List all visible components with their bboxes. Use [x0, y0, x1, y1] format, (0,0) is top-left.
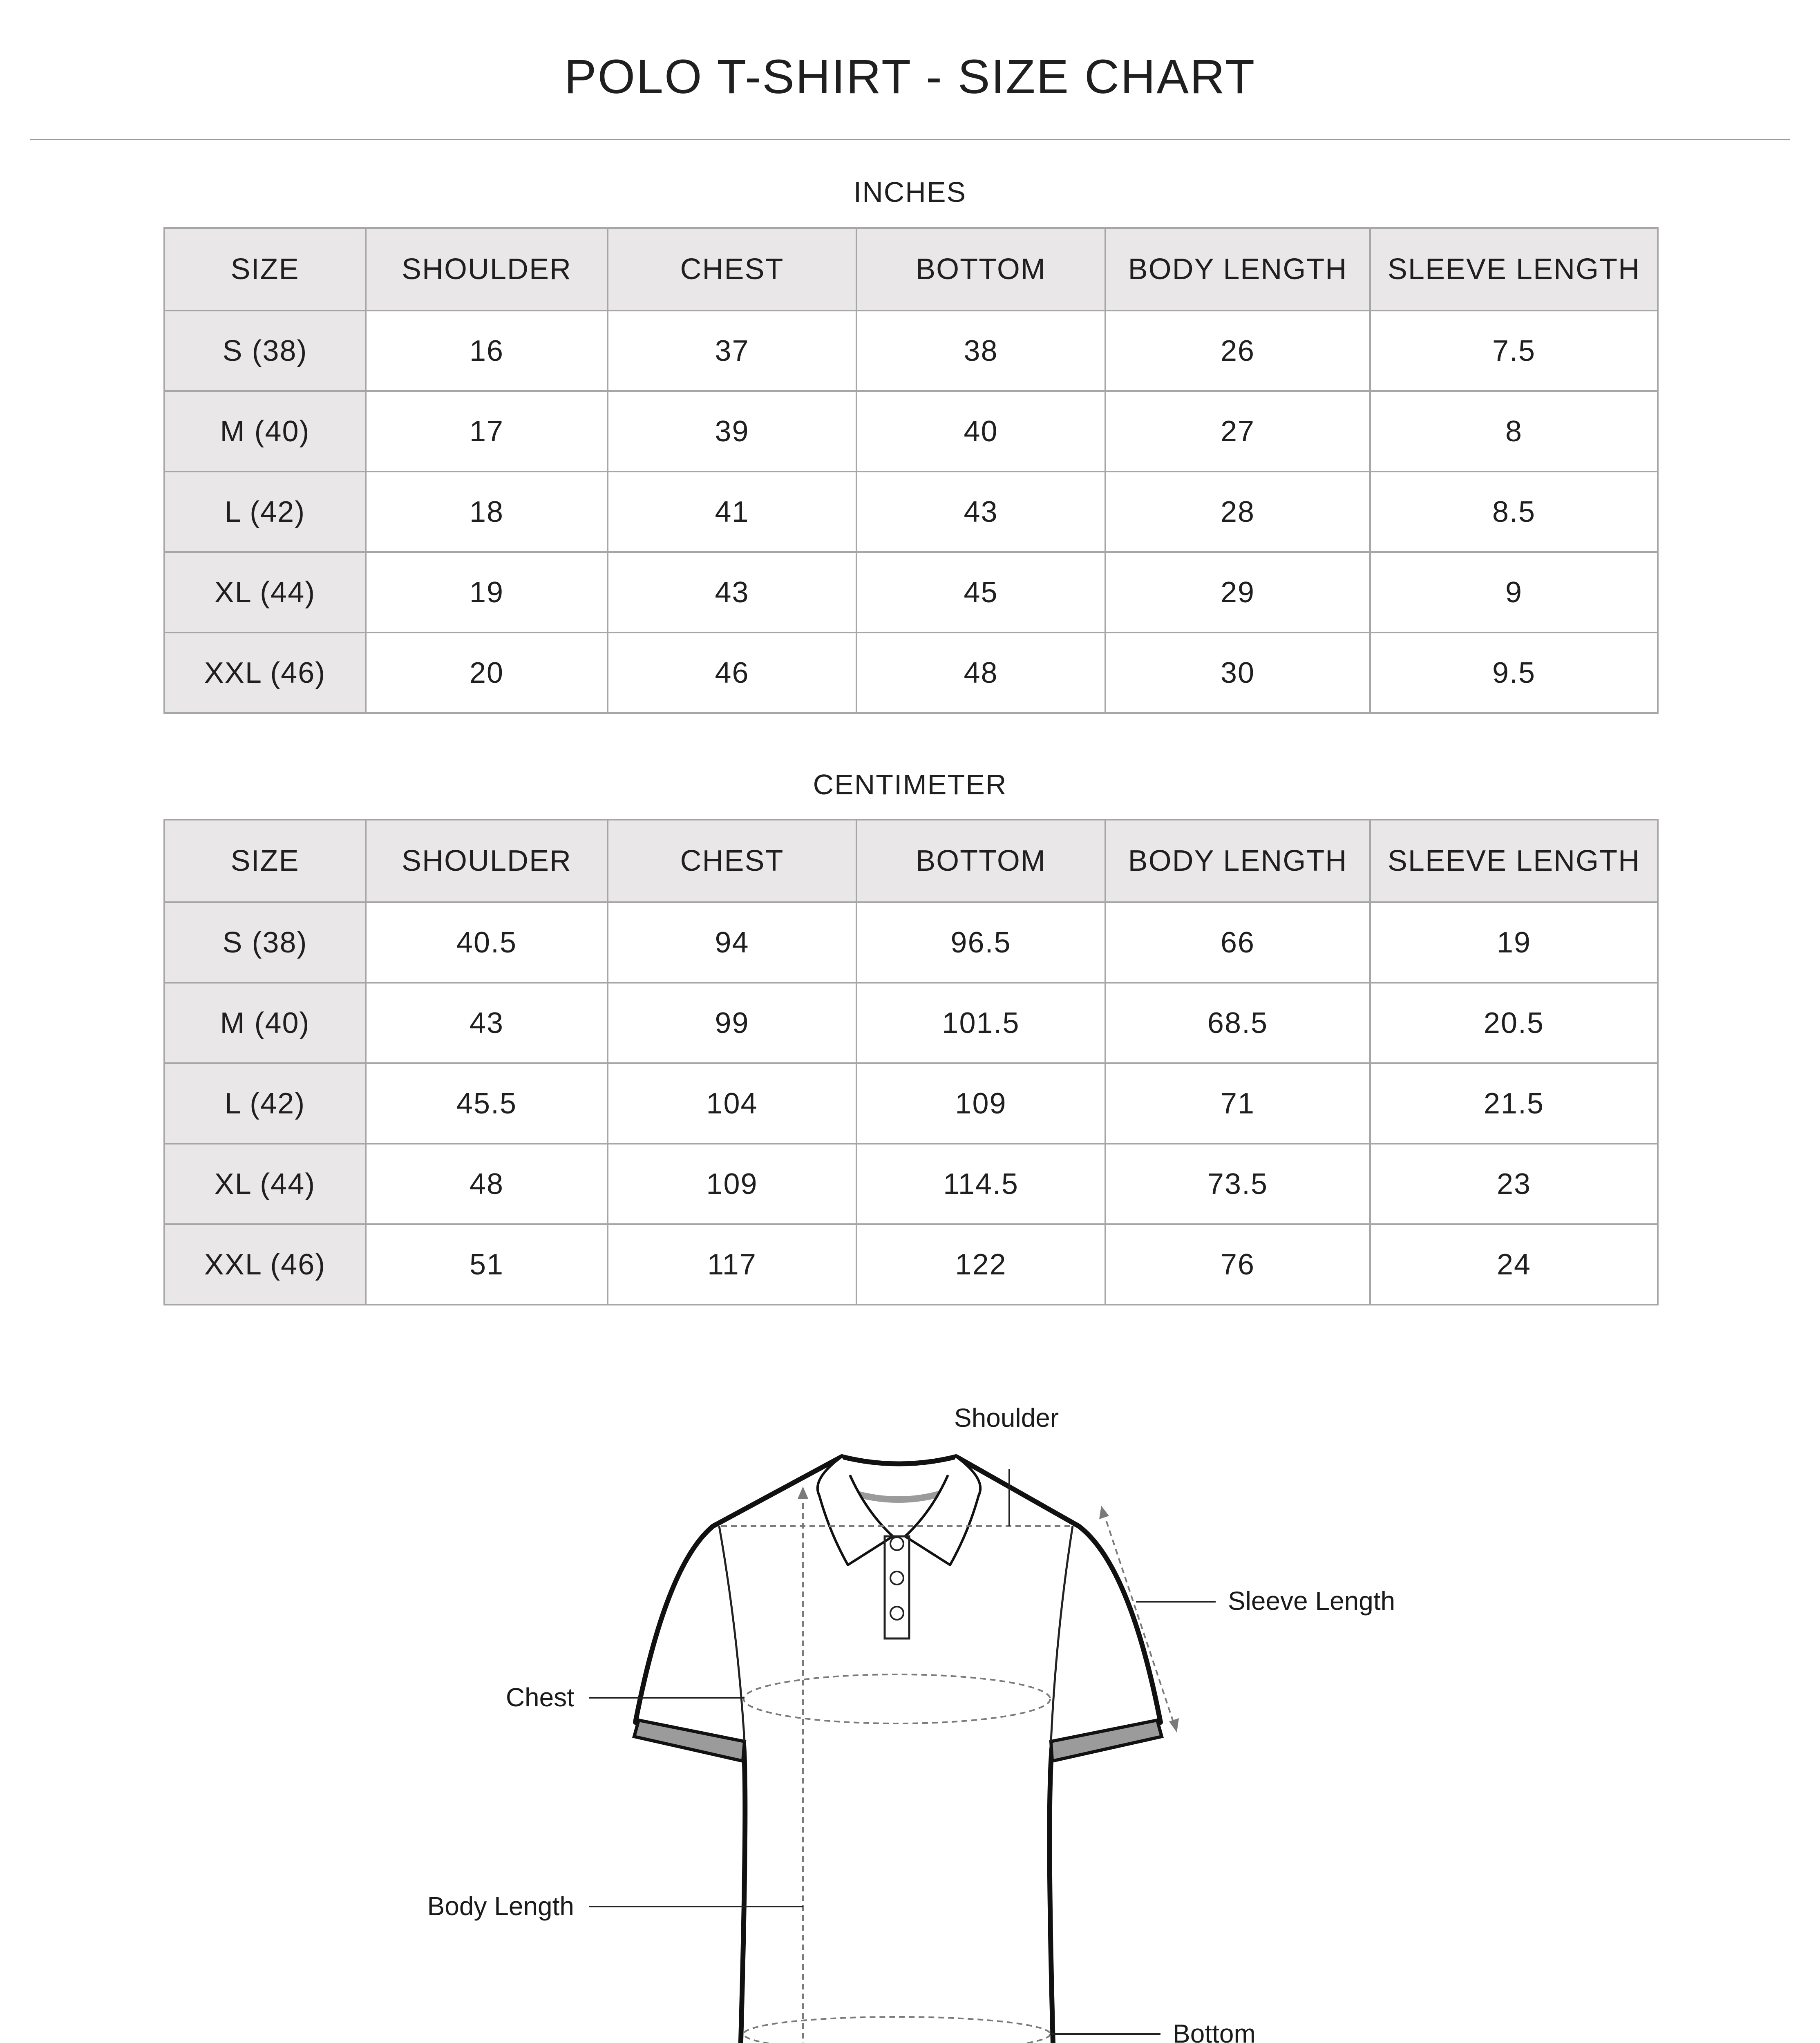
table-cell: 23	[1370, 1144, 1658, 1224]
table-cell: 43	[366, 983, 608, 1063]
header-size: SIZE	[164, 820, 366, 902]
table-cell: 66	[1105, 902, 1370, 983]
sleeve-length-label: Sleeve Length	[1228, 1586, 1395, 1616]
header-sleeve-length: SLEEVE LENGTH	[1370, 228, 1658, 311]
centimeter-table	[163, 819, 1659, 1305]
table-cell: 20	[366, 633, 608, 713]
table-cell: 122	[856, 1224, 1105, 1305]
size-cell: L (42)	[164, 1063, 366, 1144]
table-cell: 46	[608, 633, 856, 713]
size-cell: M (40)	[164, 391, 366, 472]
centimeter-label: CENTIMETER	[813, 769, 1007, 800]
polo-diagram	[0, 1348, 1820, 2043]
table-cell: 99	[608, 983, 856, 1063]
table-cell: 20.5	[1370, 983, 1658, 1063]
table-cell: 43	[608, 552, 856, 633]
inches-header-row	[164, 228, 1658, 311]
table-cell: 117	[608, 1224, 856, 1305]
table-cell: 39	[608, 391, 856, 472]
table-cell: 101.5	[856, 983, 1105, 1063]
size-cell: XXL (46)	[164, 1224, 366, 1305]
table-row	[164, 902, 1658, 983]
table-cell: 45	[856, 552, 1105, 633]
arrow-up-icon	[1099, 1506, 1109, 1519]
inches-label: INCHES	[853, 176, 967, 208]
table-cell: 7.5	[1370, 311, 1658, 391]
header-bottom: BOTTOM	[856, 228, 1105, 311]
size-cell: L (42)	[164, 472, 366, 552]
table-row	[164, 552, 1658, 633]
bottom-label: Bottom	[1173, 2019, 1256, 2043]
table-row	[164, 1063, 1658, 1144]
table-cell: 109	[856, 1063, 1105, 1144]
table-cell: 104	[608, 1063, 856, 1144]
size-cell: S (38)	[164, 311, 366, 391]
table-cell: 30	[1105, 633, 1370, 713]
table-cell: 19	[366, 552, 608, 633]
table-cell: 9.5	[1370, 633, 1658, 713]
body-length-label: Body Length	[427, 1891, 574, 1921]
table-row	[164, 1144, 1658, 1224]
table-row	[164, 311, 1658, 391]
table-cell: 96.5	[856, 902, 1105, 983]
header-size: SIZE	[164, 228, 366, 311]
table-cell: 28	[1105, 472, 1370, 552]
size-cell: S (38)	[164, 902, 366, 983]
table-cell: 27	[1105, 391, 1370, 472]
size-cell: XXL (46)	[164, 633, 366, 713]
table-row	[164, 391, 1658, 472]
table-cell: 45.5	[366, 1063, 608, 1144]
header-chest: CHEST	[608, 228, 856, 311]
table-cell: 16	[366, 311, 608, 391]
table-cell: 17	[366, 391, 608, 472]
button-icon	[890, 1537, 903, 1550]
table-cell: 40.5	[366, 902, 608, 983]
header-body-length: BODY LENGTH	[1105, 820, 1370, 902]
table-cell: 24	[1370, 1224, 1658, 1305]
chest-label: Chest	[505, 1683, 574, 1712]
table-cell: 43	[856, 472, 1105, 552]
header-shoulder: SHOULDER	[366, 820, 608, 902]
table-row	[164, 1224, 1658, 1305]
shoulder-label: Shoulder	[954, 1403, 1059, 1433]
table-cell: 41	[608, 472, 856, 552]
inches-table	[163, 227, 1659, 714]
table-cell: 29	[1105, 552, 1370, 633]
table-cell: 48	[366, 1144, 608, 1224]
table-cell: 68.5	[1105, 983, 1370, 1063]
header-chest: CHEST	[608, 820, 856, 902]
table-cell: 9	[1370, 552, 1658, 633]
size-cell: XL (44)	[164, 552, 366, 633]
page-title: POLO T-SHIRT - SIZE CHART	[564, 50, 1256, 104]
header-shoulder: SHOULDER	[366, 228, 608, 311]
table-cell: 40	[856, 391, 1105, 472]
table-cell: 37	[608, 311, 856, 391]
button-icon	[890, 1607, 903, 1620]
table-row	[164, 983, 1658, 1063]
table-cell: 8	[1370, 391, 1658, 472]
header-body-length: BODY LENGTH	[1105, 228, 1370, 311]
table-cell: 73.5	[1105, 1144, 1370, 1224]
arrow-down-icon	[1169, 1718, 1179, 1732]
table-cell: 94	[608, 902, 856, 983]
button-icon	[890, 1571, 903, 1585]
table-cell: 51	[366, 1224, 608, 1305]
table-row	[164, 472, 1658, 552]
table-cell: 114.5	[856, 1144, 1105, 1224]
table-cell: 48	[856, 633, 1105, 713]
table-cell: 109	[608, 1144, 856, 1224]
size-cell: XL (44)	[164, 1144, 366, 1224]
table-cell: 18	[366, 472, 608, 552]
table-cell: 38	[856, 311, 1105, 391]
header-bottom: BOTTOM	[856, 820, 1105, 902]
table-row	[164, 633, 1658, 713]
centimeter-header-row	[164, 820, 1658, 902]
size-cell: M (40)	[164, 983, 366, 1063]
table-cell: 19	[1370, 902, 1658, 983]
table-cell: 21.5	[1370, 1063, 1658, 1144]
table-cell: 71	[1105, 1063, 1370, 1144]
title-divider	[30, 139, 1790, 140]
table-cell: 8.5	[1370, 472, 1658, 552]
header-sleeve-length: SLEEVE LENGTH	[1370, 820, 1658, 902]
table-cell: 76	[1105, 1224, 1370, 1305]
table-cell: 26	[1105, 311, 1370, 391]
